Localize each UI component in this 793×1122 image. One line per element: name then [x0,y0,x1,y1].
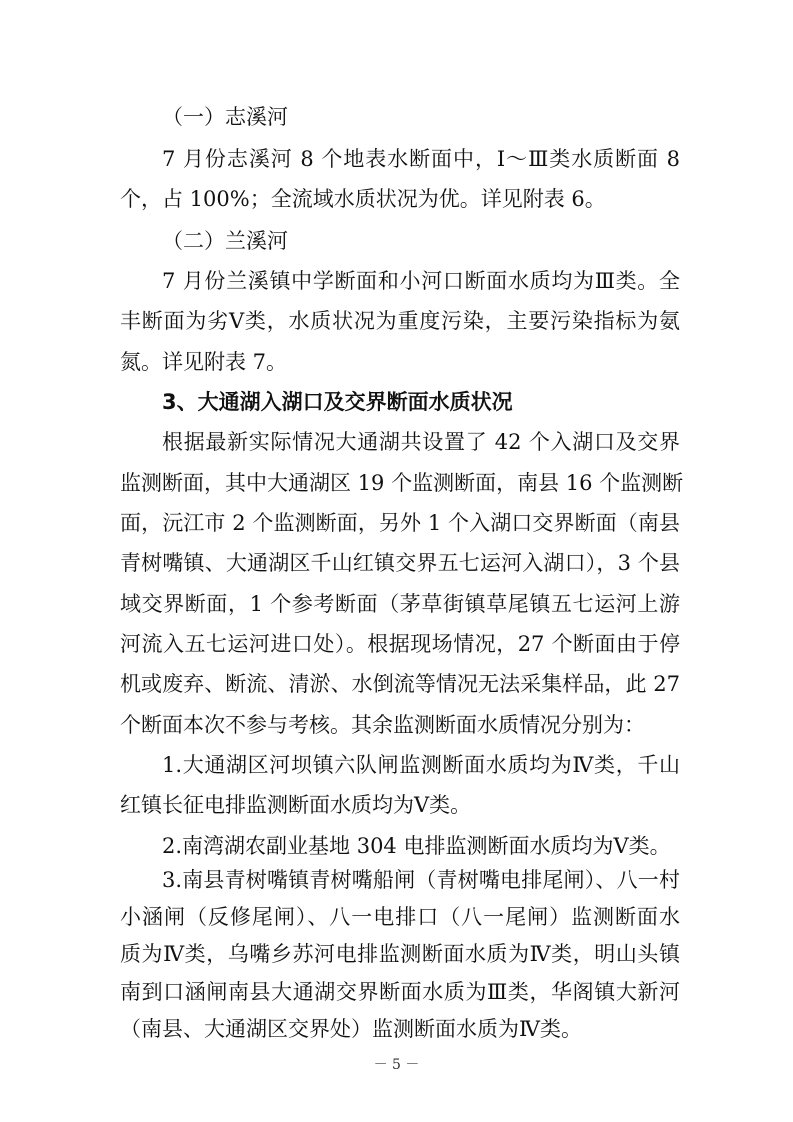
paragraph-line: 监测断面，其中大通湖区 19 个监测断面，南县 16 个监测断 [120,471,684,495]
paragraph-line: 青树嘴镇、大通湖区千山红镇交界五七运河入湖口），3 个县 [120,551,680,575]
paragraph-line: 面，沅江市 2 个监测断面，另外 1 个入湖口交界断面（南县 [120,511,680,535]
paragraph-line: 丰断面为劣Ⅴ类，水质状况为重度污染，主要污染指标为氨 [120,309,680,333]
section-heading-datong-lake: 3、大通湖入湖口及交界断面水质状况 [162,390,513,414]
list-item-line: 3.南县青树嘴镇青树嘴船闸（青树嘴电排尾闸）、八一村 [162,868,680,892]
paragraph-line: 河流入五七运河进口处）。根据现场情况，27 个断面由于停 [120,632,680,656]
list-item-line: 南到口涵闸南县大通湖交界断面水质为Ⅲ类，华阁镇大新河 [120,979,680,1004]
list-item-line: 2.南湾湖农副业基地 304 电排监测断面水质均为Ⅴ类。 [162,834,671,858]
paragraph-line: 域交界断面，1 个参考断面（茅草街镇草尾镇五七运河上游 [120,592,680,616]
page-number: － 5 － [373,1056,420,1073]
section-heading-lanxi-river: （二）兰溪河 [162,229,288,253]
list-item-line: 小涵闸（反修尾闸）、八一电排口（八一尾闸）监测断面水 [120,905,680,930]
paragraph-line: 个断面本次不参与考核。其余监测断面水质情况分别为： [120,713,645,737]
list-item-line: 1.大通湖区河坝镇六队闸监测断面水质均为Ⅳ类，千山 [162,753,680,777]
paragraph-line: 机或废弃、断流、清淤、水倒流等情况无法采集样品，此 27 [120,672,680,696]
list-item-line: （南县、大通湖区交界处）监测断面水质为Ⅳ类。 [120,1016,582,1041]
paragraph-line: 个，占 100%；全流域水质状况为优。详见附表 6。 [120,187,606,211]
paragraph-line: 7 月份志溪河 8 个地表水断面中，Ⅰ～Ⅲ类水质断面 8 [162,147,680,171]
paragraph-line: 氮。详见附表 7。 [120,350,288,374]
paragraph-line: 7 月份兰溪镇中学断面和小河口断面水质均为Ⅲ类。全 [162,269,680,293]
section-heading-zhixi-river: （一）志溪河 [162,105,288,129]
list-item-line: 质为Ⅳ类，乌嘴乡苏河电排监测断面水质为Ⅳ类，明山头镇 [120,942,680,967]
paragraph-line: 根据最新实际情况大通湖共设置了 42 个入湖口及交界 [162,430,680,454]
list-item-line: 红镇长征电排监测断面水质均为Ⅴ类。 [120,793,472,817]
